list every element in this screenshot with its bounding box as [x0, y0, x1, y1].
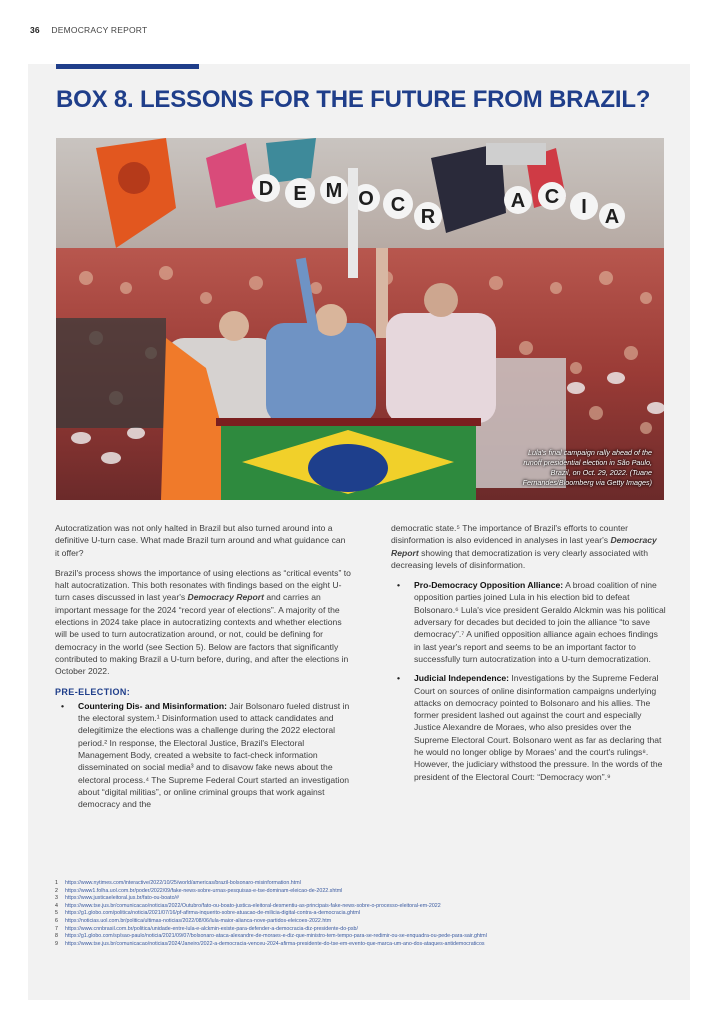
pre-election-heading: PRE-ELECTION: [55, 686, 131, 697]
balloon-letter: E [293, 183, 307, 205]
footnote[interactable]: 7 https://www.cnnbrasil.com.br/politica/unidade-entre-lula-e-alckmin-existe-para-defender-a-democracia-diz-presidente-do-psb/ [55, 925, 358, 932]
balloon-letter: C [544, 186, 560, 208]
footnote[interactable]: 5 https://g1.globo.com/politica/noticia/2021/07/16/pf-afirma-inquerito-sobre-atuacao-de-milicia-digital-contra-a-democracia.ghtml [55, 910, 361, 917]
rally-photo [56, 138, 664, 500]
paragraph-brazil-process: Brazil's process shows the importance of using elections as “critical events” to halt autocratization. This both resonates with findings based on the eight U-turn cases discussed in last year's Democracy Report and carries an important message for the 2024 “record year of elections”. A majority of the elections in 2024 take place in autocratizing contexts and whether elections will be used to turn autocratization around, or not, could be defining for democracy in the world (see Section 5). Below are factors that significantly contributed to making Brazil a U-turn before, during, and after the elections in October 2022. [55, 567, 351, 677]
footnote[interactable]: 4 https://www.tse.jus.br/comunicacao/noticias/2022/Outubro/fato-ou-boato-justica-eleitoral-desmentiu-as-principais-fake-news-sobre-o-processo-eleitoral-em-2022 [55, 902, 441, 909]
rally-photo-illustration [56, 138, 664, 500]
intro-paragraph: Autocratization was not only halted in Brazil but also turned around into a definitive U-turn case. What made Brazil turn around and what guidance can it offer? [55, 523, 346, 558]
paragraph-continued: democratic state.⁵ The importance of Brazil's efforts to counter disinformation is also evidenced in analyses in last year's Democracy Report showing that democratization is very clearly associated with decreasing levels of disinformation. [391, 523, 657, 570]
balloon-letter: D [258, 178, 274, 200]
footnote[interactable]: 2 https://www1.folha.uol.com.br/poder/2022/09/fake-news-sobre-urnas-pesquisas-e-tse-dominam-eleicao-de-2022.shtml [55, 887, 343, 894]
page-header [30, 25, 147, 35]
bullet-countering-disinformation: • Countering Dis- and Misinformation: Jair Bolsonaro fueled distrust in the electoral system.¹ Disinformation used to attack candidates and delegitimize the elections was a challenge during the 2022 electoral period.² In response, the Electoral Justice, Brazil's Electoral Management Body, created a website to fact-check information disseminated on social media³ and to disavow fake news about the electoral process.⁴ The Supreme Federal Court started an investigation about “digital militias”, or online criminal groups that work against democracy and the [61, 700, 350, 810]
report-name: DEMOCRACY REPORT [51, 25, 148, 35]
balloon-letter: O [358, 188, 374, 210]
bullet-title: Pro-Democracy Opposition Alliance: [414, 580, 564, 591]
photo-caption: Lula's final campaign rally ahead of the runoff presidential election in São Paulo, Brazil, on Oct. 29, 2022. (Tuane Fernandes/Bloomberg via Getty Images) [522, 448, 652, 487]
box-title: BOX 8. LESSONS FOR THE FUTURE FROM BRAZIL? [56, 86, 651, 113]
balloon-letter: R [420, 206, 436, 228]
right-column [391, 522, 666, 790]
left-column [55, 522, 351, 818]
page-number: 36 [30, 25, 40, 35]
balloon-letter: A [604, 206, 620, 228]
bullet-title: Judicial Independence: [414, 673, 510, 684]
footnote[interactable]: 9 https://www.tse.jus.br/comunicacao/noticias/2024/Janeiro/2022-a-democracia-venceu-2024-afirma-presidente-do-tse-em-evento-que-marca-um-ano-dos-ataques-antidemocraticos [55, 940, 485, 947]
balloon-letter: M [325, 180, 343, 202]
footnote[interactable]: 1 https://www.nytimes.com/interactive/2022/10/25/world/americas/brazil-bolsonaro-misinformation.html [55, 880, 301, 886]
balloon-letter: A [510, 190, 526, 212]
footnotes [55, 880, 667, 948]
balloon-letter: I [581, 196, 587, 218]
bullet-judicial-independence: • Judicial Independence: Investigations by the Supreme Federal Court on sources of online disinformation campaigns underlying attacks on democracy pointed to Bolsonaro and his allies. The former president lashed out against the court and especially Justice Alexandre de Moraes, who also presides over the Supreme Electoral Court. Bolsonaro went as far as declaring that he would no longer oblige by Moraes' and the court's rulings⁸. However, the judiciary withstood the pressure. In the words of the president of the Electoral Court: “Democracy won”.⁹ [397, 673, 663, 782]
footnote[interactable]: 8 https://g1.globo.com/sp/sao-paulo/noticia/2021/09/07/bolsonaro-ataca-alexandre-de-moraes-e-diz-que-ministro-tem-tempo-para-se-redimir-ou-se-enquadra-ou-pede-para-sair.ghtml [55, 933, 487, 940]
bullet-opposition-alliance: • Pro-Democracy Opposition Alliance: A broad coalition of nine opposition parties joined Lula in his election bid to defeat Bolsonaro.⁶ Lula's vice president Geraldo Alckmin was his political adversary for decades but decided to join the alliance “to save democracy”.⁷ A unified opposition alliance again echoes findings in last year's report and seems to be an important factor to successfully turn autocratization into a U-turn democratization. [397, 580, 666, 664]
footnote[interactable]: 3 https://www.justicaeleitoral.jus.br/fato-ou-boato/# [55, 895, 179, 902]
title-accent-bar [56, 64, 199, 69]
balloon-letter: C [390, 194, 406, 216]
bullet-title: Countering Dis- and Misinformation: [78, 700, 227, 711]
footnote[interactable]: 6 https://noticias.uol.com.br/politica/ultimas-noticias/2022/08/06/lula-maior-alianca-nove-partidos-eleicoes-2022.htm [55, 917, 332, 924]
